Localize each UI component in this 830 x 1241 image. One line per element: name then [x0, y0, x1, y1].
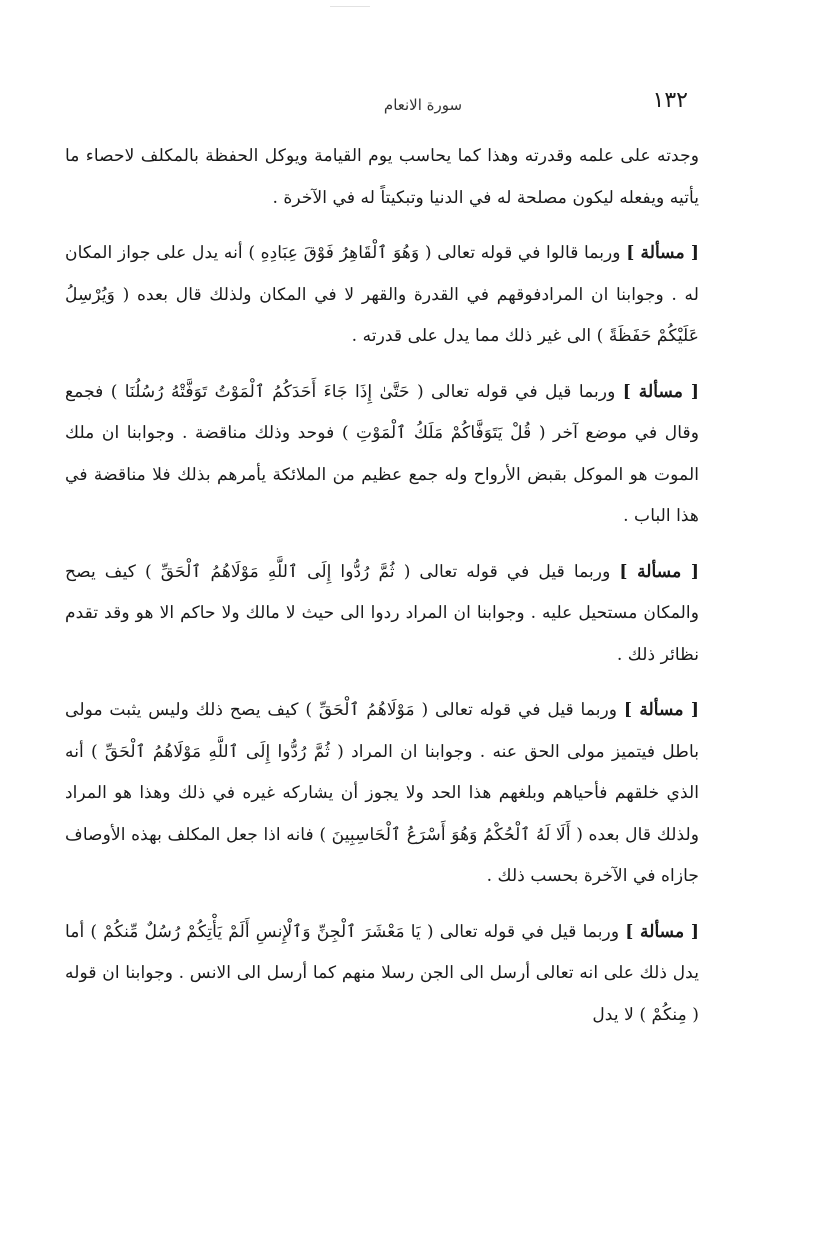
paragraph-text: وربما قيل في قوله تعالى ( حَتَّىٰ إِذَا جَاءَ أَحَدَكُمُ ٱلْمَوْتُ تَوَفَّتْهُ رُسُلُنَا ) فجمع وقال في موضع آخر ( قُلْ يَتَوَفَّاكُمْ مَلَكُ ٱلْمَوْتِ ) فوحد وذلك مناقضة . وجوابنا ان ملك الموت هو الموكل بقبض الأرواح وله جمع عظيم من الملائكة يأمرهم بذلك فلا مناقضة في هذا الباب .: [65, 381, 699, 526]
paragraph-text: وربما قالوا في قوله تعالى ( وَهُوَ ٱلْقَاهِرُ فَوْقَ عِبَادِهِ ) أنه يدل على جواز المكان له . وجوابنا ان المرادفوقهم في القدرة والقهر لا في المكان ولذلك قال بعده ( وَيُرْسِلُ عَلَيْكُمْ حَفَظَةً ) الى غير ذلك مما يدل على قدرته .: [65, 243, 699, 346]
page-body: [65, 136, 699, 1036]
paragraph: [65, 136, 699, 219]
paragraph-text: وجدته على علمه وقدرته وهذا كما يحاسب يوم القيامة ويوكل الحفظة بالمكلف لاحصاء ما يأتيه ويفعله ليكون مصلحة له في الدنيا وتبكيتاً له في الآخرة .: [65, 146, 699, 208]
paragraph: [65, 690, 699, 898]
scan-artifact: [330, 0, 370, 7]
page-number: ١٣٢: [652, 88, 688, 113]
question-marker: [ مسألة ]: [619, 561, 699, 582]
paragraph: [65, 552, 699, 677]
paragraph-text: وربما قيل في قوله تعالى ( يَا مَعْشَرَ ٱلْجِنِّ وَٱلْإِنسِ أَلَمْ يَأْتِكُمْ رُسُلٌ مِّنكُمْ ) أما يدل ذلك على انه تعالى أرسل الى الجن رسلا منهم كما أرسل الى الانس . وجوابنا ان قوله ( مِنكُمْ ) لا يدل: [65, 921, 699, 1025]
page-header: [90, 88, 688, 122]
running-title: سورة الانعام: [383, 96, 463, 114]
paragraph-text: وربما قيل في قوله تعالى ( ثُمَّ رُدُّوا إِلَى ٱللَّهِ مَوْلَاهُمُ ٱلْحَقِّ ) كيف يصح والمكان مستحيل عليه . وجوابنا ان المراد ردوا الى حيث لا مالك ولا حاكم الا هو وقد تقدم نظائر ذلك .: [65, 561, 699, 665]
question-marker: [ مسألة ]: [626, 243, 699, 263]
paragraph: [65, 233, 699, 358]
question-marker: [ مسألة ]: [623, 700, 699, 720]
paragraph-text: وربما قيل في قوله تعالى ( مَوْلَاهُمُ ٱلْحَقِّ ) كيف يصح ذلك وليس يثبت مولى باطل فيتميز مولى الحق عنه . وجوابنا ان المراد ( ثُمَّ رُدُّوا إِلَى ٱللَّهِ مَوْلَاهُمُ ٱلْحَقِّ ) أنه الذي خلقهم فأحياهم وبلغهم هذا الحد ولا يجوز أن يشاركه غيره في ذلك وهذا هو المراد ولذلك قال بعده ( أَلَا لَهُ ٱلْحُكْمُ وَهُوَ أَسْرَعُ ٱلْحَاسِبِينَ ) فانه اذا جعل المكلف بهذه الأوصاف جازاه في الآخرة بحسب ذلك .: [65, 700, 699, 886]
question-marker: [ مسألة ]: [625, 921, 699, 942]
question-marker: [ مسألة ]: [622, 381, 699, 402]
paragraph: [65, 912, 699, 1037]
paragraph: [65, 372, 699, 538]
